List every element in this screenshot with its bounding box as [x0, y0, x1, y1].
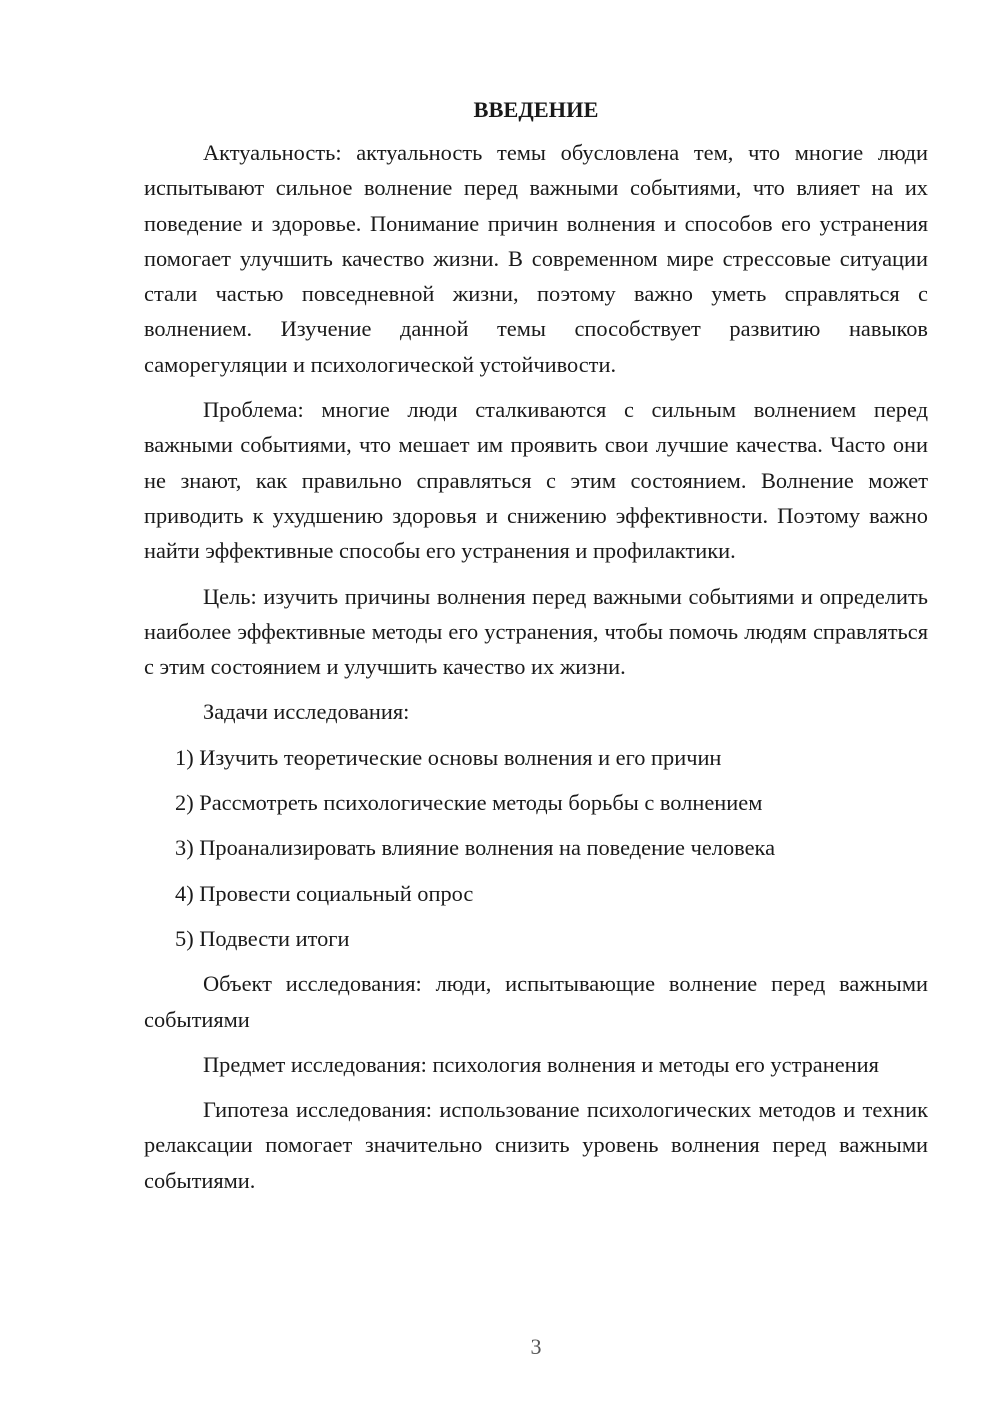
task-item: 3) Проанализировать влияние волнения на поведение человека [175, 835, 776, 861]
task-list [144, 740, 928, 956]
subject-paragraph: Предмет исследования: психология волнения и методы его устранения [203, 1051, 879, 1077]
task-item: 5) Подвести итоги [175, 925, 350, 951]
object-paragraph: Объект исследования: люди, испытывающие волнение перед важными событиями [144, 971, 928, 1032]
page-title: ВВЕДЕНИЕ [473, 97, 599, 122]
task-item: 2) Рассмотреть психологические методы борьбы с волнением [175, 790, 763, 816]
problem-paragraph: Проблема: многие люди сталкиваются с сильным волнением перед важными событиями, что мешает им проявить свои лучшие качества. Часто они не знают, как правильно справляться с этим состоянием. Волнение может приводить к ухудшению здоровья и снижению эффективности. Поэтому важно найти эффективные способы его устранения и профилактики. [144, 397, 928, 564]
task-item: 4) Провести социальный опрос [175, 880, 474, 906]
relevance-paragraph: Актуальность: актуальность темы обусловлена тем, что многие люди испытывают сильное волнение перед важными событиями, что влияет на их поведение и здоровье. Понимание причин волнения и способов его устранения помогает улучшить качество жизни. В современном мире стрессовые ситуации стали частью повседневной жизни, поэтому важно уметь справляться с волнением. Изучение данной темы способствует развитию навыков саморегуляции и психологической устойчивости. [144, 140, 928, 377]
document-page [144, 95, 928, 1208]
tasks-heading: Задачи исследования: [203, 699, 410, 725]
hypothesis-paragraph: Гипотеза исследования: использование психологических методов и техник релаксации помогает значительно снизить уровень волнения перед важными событиями. [144, 1097, 928, 1193]
task-item: 1) Изучить теоретические основы волнения и его причин [175, 744, 722, 770]
goal-paragraph: Цель: изучить причины волнения перед важными событиями и определить наиболее эффективные методы его устранения, чтобы помочь людям справляться с этим состоянием и улучшить качество их жизни. [144, 583, 928, 680]
page-number: 3 [530, 1334, 542, 1359]
